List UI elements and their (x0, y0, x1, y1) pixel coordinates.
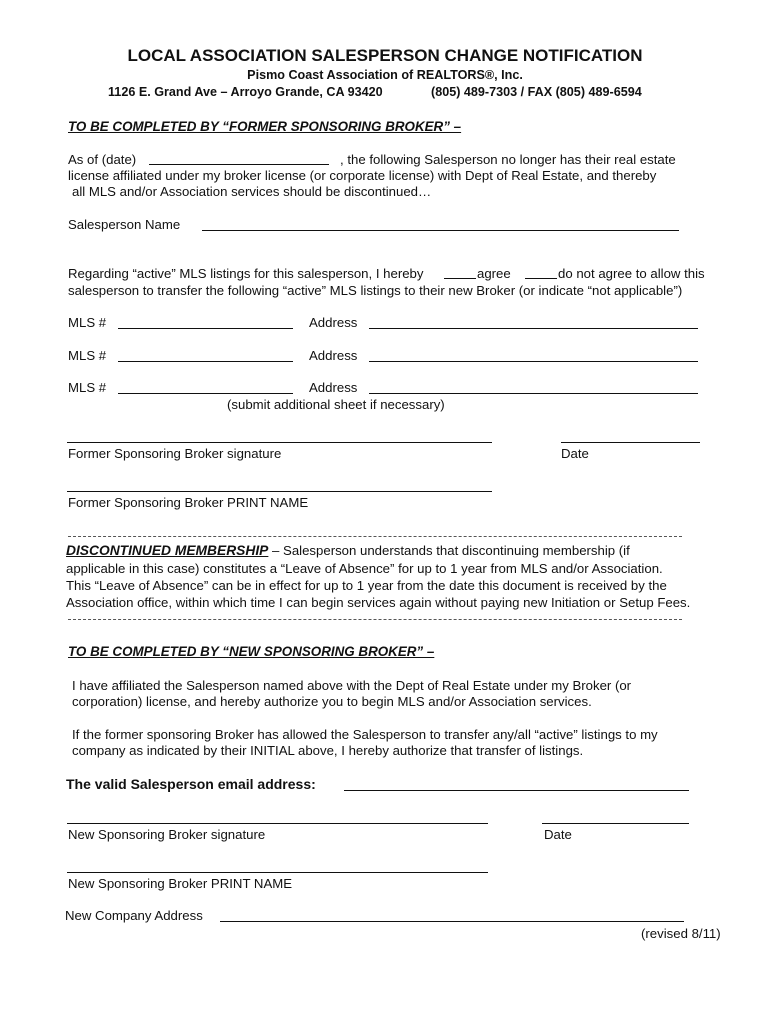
page-title: LOCAL ASSOCIATION SALESPERSON CHANGE NOTIFICATION (127, 46, 643, 65)
association-address: 1126 E. Grand Ave – Arroyo Grande, CA 93420 (108, 85, 383, 99)
discontinued-line1-tail: – Salesperson understands that discontinuing membership (if (268, 543, 630, 558)
salesperson-name-label: Salesperson Name (68, 217, 181, 232)
regarding-text-part1: Regarding “active” MLS listings for this salesperson, I hereby (68, 266, 424, 281)
former-broker-print-name-label: Former Sponsoring Broker PRINT NAME (68, 495, 309, 510)
discontinued-line3: This “Leave of Absence” can be in effect for up to 1 year from the date this document is received by the (66, 578, 667, 593)
former-broker-signature-field[interactable] (67, 442, 492, 443)
new-company-address-label: New Company Address (65, 908, 203, 923)
new-broker-date-label: Date (544, 827, 572, 842)
discontinued-line2: applicable in this case) constitutes a “Leave of Absence” for up to 1 year from MLS and/or Association. (66, 561, 663, 576)
discontinued-line4: Association office, within which time I can begin services again without paying new Initiation or Setup Fees. (66, 595, 691, 610)
mls-address-field-2[interactable] (369, 361, 698, 362)
association-name: Pismo Coast Association of REALTORS®, Inc. (247, 68, 523, 82)
mls-label-3: MLS # (68, 380, 107, 395)
new-broker-signature-label: New Sponsoring Broker signature (68, 827, 266, 842)
mls-number-field-3[interactable] (118, 393, 293, 394)
additional-sheet-note: (submit additional sheet if necessary) (227, 397, 445, 412)
as-of-date-label: As of (date) (68, 152, 137, 167)
mls-label-2: MLS # (68, 348, 107, 363)
mls-label-1: MLS # (68, 315, 107, 330)
address-label-2: Address (309, 348, 358, 363)
new-broker-print-name-field[interactable] (67, 872, 488, 873)
new-para1-line1: I have affiliated the Salesperson named above with the Dept of Real Estate under my Broker (or (72, 678, 632, 693)
former-broker-signature-label: Former Sponsoring Broker signature (68, 446, 282, 461)
mls-address-field-1[interactable] (369, 328, 698, 329)
regarding-text-line2: salesperson to transfer the following “active” MLS listings to their new Broker (or indicate “not applicable”) (68, 283, 683, 298)
new-para2-line2: company as indicated by their INITIAL above, I hereby authorize that transfer of listings. (72, 743, 584, 758)
new-company-address-field[interactable] (220, 921, 684, 922)
agree-initial-field[interactable] (444, 278, 476, 279)
as-of-date-field[interactable] (149, 164, 329, 165)
discontinued-title: DISCONTINUED MEMBERSHIP (66, 543, 269, 558)
new-broker-print-name-label: New Sponsoring Broker PRINT NAME (68, 876, 293, 891)
salesperson-name-field[interactable] (202, 230, 679, 231)
agree-label: agree (477, 266, 511, 281)
former-broker-date-field[interactable] (561, 442, 700, 443)
intro-text-line3: all MLS and/or Association services should be discontinued… (72, 184, 432, 199)
former-broker-heading: TO BE COMPLETED BY “FORMER SPONSORING BROKER” – (68, 119, 462, 134)
disagree-initial-field[interactable] (525, 278, 557, 279)
new-para2-line1: If the former sponsoring Broker has allowed the Salesperson to transfer any/all “active” listings to my (72, 727, 658, 742)
new-broker-date-field[interactable] (542, 823, 689, 824)
discontinued-line1 (66, 543, 630, 558)
disagree-label: do not agree to allow this (558, 266, 705, 281)
mls-number-field-1[interactable] (118, 328, 293, 329)
intro-text-tail: , the following Salesperson no longer has their real estate (340, 152, 676, 167)
new-broker-heading: TO BE COMPLETED BY “NEW SPONSORING BROKER” – (68, 644, 435, 659)
address-label-3: Address (309, 380, 358, 395)
former-broker-date-label: Date (561, 446, 589, 461)
email-field[interactable] (344, 790, 689, 791)
new-broker-signature-field[interactable] (67, 823, 488, 824)
address-label-1: Address (309, 315, 358, 330)
new-para1-line2: corporation) license, and hereby authorize you to begin MLS and/or Association services. (72, 694, 592, 709)
email-label: The valid Salesperson email address: (66, 776, 316, 792)
mls-number-field-2[interactable] (118, 361, 293, 362)
divider-bottom (68, 619, 682, 620)
intro-text-line2: license affiliated under my broker license (or corporate license) with Dept of Real Estate, and thereby (68, 168, 657, 183)
mls-address-field-3[interactable] (369, 393, 698, 394)
revision-note: (revised 8/11) (641, 926, 721, 941)
association-phones: (805) 489-7303 / FAX (805) 489-6594 (431, 85, 642, 99)
divider-top (68, 536, 682, 537)
former-broker-print-name-field[interactable] (67, 491, 492, 492)
